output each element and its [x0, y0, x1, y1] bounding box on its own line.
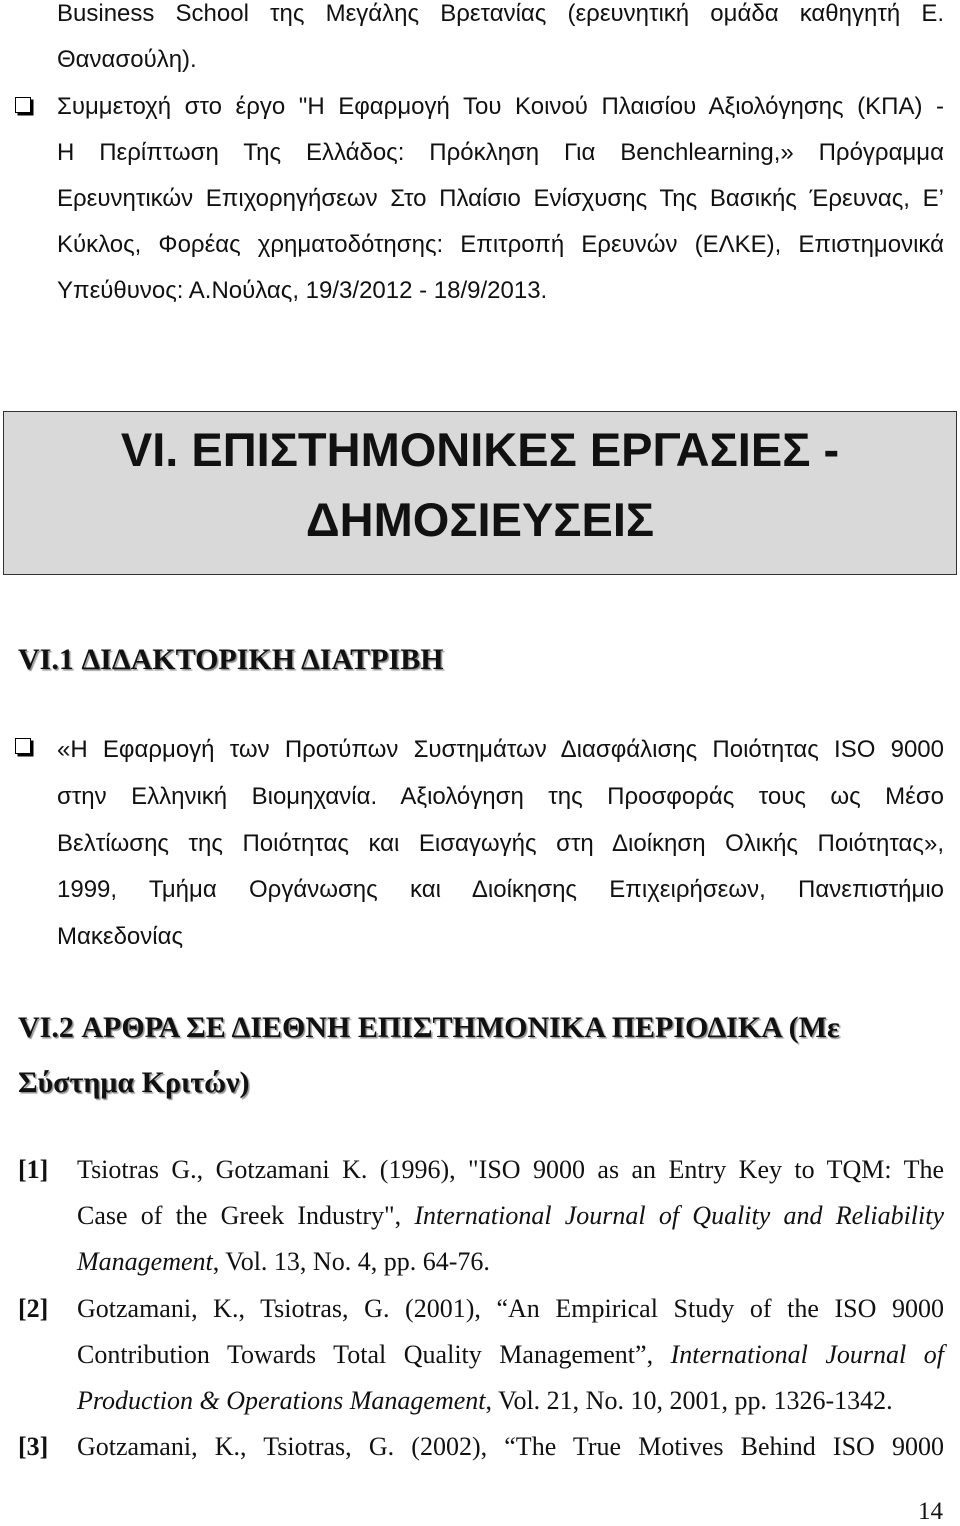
reference-number: [3]	[18, 1432, 49, 1462]
reference-list	[18, 1147, 944, 1470]
reference-number: [1]	[18, 1155, 49, 1184]
reference-text: Gotzamani, K., Tsiotras, G. (2001), “An Empirical Study of the ISO 9000	[77, 1293, 944, 1323]
journal-title: Management	[77, 1247, 213, 1277]
reference-line	[77, 1286, 944, 1332]
page-number: 14	[918, 1498, 943, 1525]
reference-entry	[18, 1147, 944, 1286]
journal-title: Production & Operations Management	[77, 1385, 486, 1415]
heading-line: Σύστημα Κριτών)	[18, 1066, 250, 1099]
reference-entry	[18, 1424, 944, 1470]
research-project-list-item	[57, 84, 944, 314]
section-heading-box	[3, 411, 957, 575]
subsection-heading-journal-articles	[18, 1000, 840, 1110]
reference-line	[77, 1332, 944, 1378]
text-line: Η Περίπτωση Της Ελλάδος: Πρόκληση Για Benchlearning,» Πρόγραμμα	[57, 139, 944, 166]
journal-title: International Journal of Quality and Reliability	[414, 1201, 945, 1231]
subsection-heading-doctoral-thesis: VI.1 ΔΙΔΑΚΤΟΡΙΚΗ ΔΙΑΤΡΙΒΗ	[18, 643, 444, 676]
reference-line	[77, 1193, 944, 1239]
reference-line	[77, 1378, 944, 1424]
reference-text: Contribution Towards Total Quality Management”,	[77, 1339, 671, 1369]
text-line: Κύκλος, Φορέας χρηματοδότησης: Επιτροπή Ερευνών (ΕΛΚΕ), Επιστημονικά	[57, 231, 944, 258]
reference-text: , Vol. 13, No. 4, pp. 64-76.	[212, 1247, 490, 1277]
dissertation-list-item	[57, 727, 944, 961]
text-line: Βελτίωσης της Ποιότητας και Εισαγωγής στη Διοίκηση Ολικής Ποιότητας»,	[57, 829, 944, 857]
text-line: στην Ελληνική Βιομηχανία. Αξιολόγηση της Προσφοράς τους ως Μέσο	[57, 782, 944, 810]
intro-paragraph-continuation	[57, 0, 944, 83]
text-line: Υπεύθυνος: Α.Νούλας, 19/3/2012 - 18/9/2013.	[57, 277, 548, 304]
reference-text: Gotzamani, K., Tsiotras, G. (2002), “The True Motives Behind ISO 9000	[77, 1432, 944, 1462]
section-title-line: VI. ΕΠΙΣΤΗΜΟΝΙΚΕΣ ΕΡΓΑΣΙΕΣ -	[120, 423, 840, 476]
shadowed-square-bullet-icon	[15, 97, 31, 113]
journal-title: International Journal of	[670, 1339, 944, 1369]
text-line: Συμμετοχή στο έργο "Η Εφαρμογή Του Κοινού Πλαισίου Αξιολόγησης (ΚΠΑ) -	[57, 93, 944, 120]
reference-text: Case of the Greek Industry",	[77, 1201, 415, 1231]
reference-entry	[18, 1286, 944, 1425]
text-line: Ερευνητικών Επιχορηγήσεων Στο Πλαίσιο Ενίσχυσης Της Βασικής Έρευνας, Ε’	[57, 185, 944, 212]
reference-line	[77, 1424, 944, 1470]
heading-line: VI.2 ΑΡΘΡΑ ΣΕ ΔΙΕΘΝΗ ΕΠΙΣΤΗΜΟΝΙΚΑ ΠΕΡΙΟΔΙΚΑ (Με	[18, 1011, 840, 1044]
text-line: 1999, Τμήμα Οργάνωσης και Διοίκησης Επιχειρήσεων, Πανεπιστήμιο	[57, 876, 944, 904]
text-line: Business School της Μεγάλης Βρετανίας (ερευνητική ομάδα καθηγητή Ε.	[57, 0, 944, 27]
text-line: «Η Εφαρμογή των Προτύπων Συστημάτων Διασφάλισης Ποιότητας ISO 9000	[57, 736, 944, 763]
reference-text: , Vol. 21, No. 10, 2001, pp. 1326-1342.	[485, 1385, 893, 1415]
reference-line	[77, 1239, 944, 1285]
reference-text: Tsiotras G., Gotzamani K. (1996), "ISO 9000 as an Entry Key to TQM: The	[77, 1155, 944, 1184]
reference-line	[77, 1147, 944, 1193]
reference-number: [2]	[18, 1293, 49, 1323]
text-line: Θανασούλη).	[57, 46, 197, 73]
shadowed-square-bullet-icon	[15, 738, 31, 754]
section-title-line: ΔΗΜΟΣΙΕΥΣΕΙΣ	[305, 493, 655, 546]
text-line: Μακεδονίας	[57, 923, 184, 950]
